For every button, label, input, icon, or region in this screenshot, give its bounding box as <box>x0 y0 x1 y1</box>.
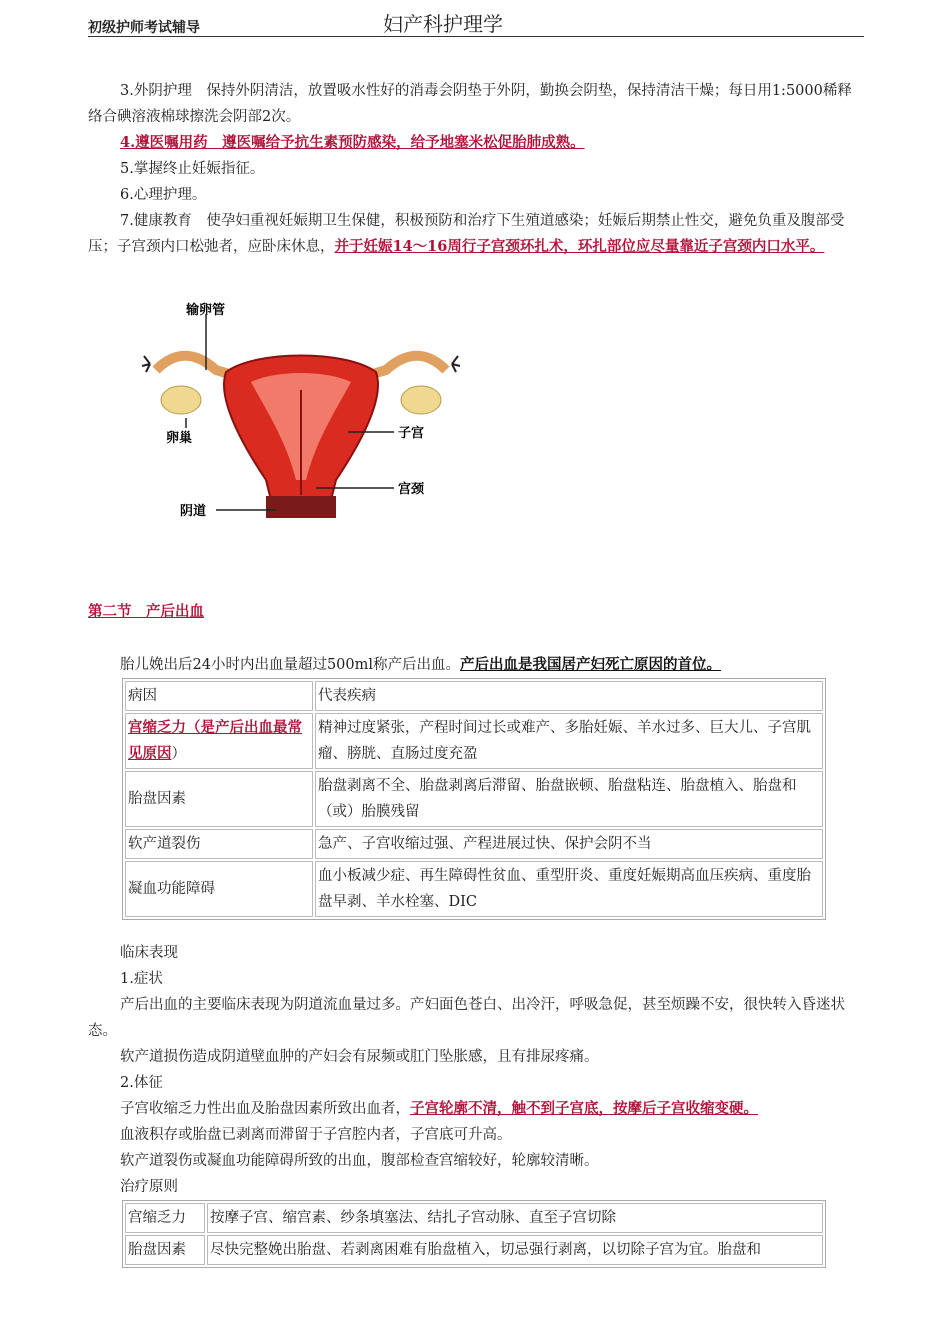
table-cell: 胎盘因素 <box>125 771 313 827</box>
table-cell: 胎盘因素 <box>125 1235 205 1265</box>
label-fallopian-tube: 输卵管 <box>186 303 226 318</box>
table-row <box>125 861 823 917</box>
clinical-section <box>88 940 864 1200</box>
symptom-text: 产后出血的主要临床表现为阴道流血量过多。产妇面色苍白、出冷汗，呼吸急促，甚至烦躁不安，很快转入昏迷状态。 <box>88 997 845 1039</box>
item-psychology: 6.心理护理。 <box>120 187 207 203</box>
symptoms-title: 1.症状 <box>120 971 163 987</box>
item-perineal-care: 3.外阴护理 保持外阴清洁，放置吸水性好的消毒会阴垫于外阴，勤换会阴垫，保持清洁干燥；每日用1:5000稀释络合碘溶液棉球擦洗会阴部2次。 <box>88 83 852 125</box>
treatment-table <box>122 1200 826 1268</box>
label-vagina: 阴道 <box>180 504 207 519</box>
table-row <box>125 1203 823 1233</box>
intro <box>88 652 864 678</box>
page-header <box>88 8 864 37</box>
header-cell: 病因 <box>125 681 313 711</box>
sign-text: 血液积存或胎盘已剥离而滞留于子宫腔内者，子宫底可升高。 <box>120 1127 512 1143</box>
table-row <box>125 771 823 827</box>
table-row <box>125 713 823 769</box>
uterus-diagram <box>136 300 466 522</box>
table-row <box>125 829 823 859</box>
label-cervix: 宫颈 <box>398 482 425 497</box>
label-ovary: 卵巢 <box>166 431 193 446</box>
item-termination: 5.掌握终止妊娠指征。 <box>120 161 265 177</box>
header-left: 初级护师考试辅导 <box>88 20 200 36</box>
cause-table <box>122 678 826 920</box>
label-uterus: 子宫 <box>398 426 425 441</box>
table-cell: 尽快完整娩出胎盘、若剥离困难有胎盘植入，切忌强行剥离，以切除子宫为宜。胎盘和 <box>207 1235 823 1265</box>
definition-text: 胎儿娩出后24小时内出血量超过500ml称产后出血。 <box>120 657 461 673</box>
item-health-education: 7.健康教育 使孕妇重视妊娠期卫生保健，积极预防和治疗下生殖道感染；妊娠后期禁止性交，避免负重及腹部受压；子宫颈内口松弛者，应卧床休息，并于妊娠14～16周行子宫颈环扎术，环扎部位应尽量靠近子宫颈内口水平。 <box>88 213 845 255</box>
treatment-table-wrap <box>122 1200 862 1268</box>
definition-highlight: 产后出血是我国居产妇死亡原因的首位。 <box>460 656 722 673</box>
nursing-items <box>88 78 864 260</box>
table-cell: 急产、子宫收缩过强、产程进展过快、保护会阴不当 <box>315 829 823 859</box>
table-cell: 凝血功能障碍 <box>125 861 313 917</box>
table-cell: 精神过度紧张，产程时间过长或难产、多胎妊娠、羊水过多、巨大儿、子宫肌瘤、膀胱、直肠过度充盈 <box>315 713 823 769</box>
table-header-row <box>125 681 823 711</box>
table-row <box>125 1235 823 1265</box>
table-cell: 胎盘剥离不全、胎盘剥离后滞留、胎盘嵌顿、胎盘粘连、胎盘植入、胎盘和（或）胎膜残留 <box>315 771 823 827</box>
sign-text: 子宫收缩乏力性出血及胎盘因素所致出血者，子宫轮廓不清，触不到子宫底，按摩后子宫收缩变硬。 <box>120 1100 758 1117</box>
header-cell: 代表疾病 <box>315 681 823 711</box>
item-medication: 4.遵医嘱用药 遵医嘱给予抗生素预防感染，给予地塞米松促胎肺成熟。 <box>120 134 585 151</box>
table-cell: 软产道裂伤 <box>125 829 313 859</box>
table-cell: 血小板减少症、再生障碍性贫血、重型肝炎、重度妊娠期高血压疾病、重度胎盘早剥、羊水栓塞、DIC <box>315 861 823 917</box>
symptom-text: 软产道损伤造成阴道壁血肿的产妇会有尿频或肛门坠胀感，且有排尿疼痛。 <box>120 1049 599 1065</box>
section-title: 第二节 产后出血 <box>88 603 204 620</box>
cause-table-wrap <box>122 678 862 920</box>
header-title: 妇产科护理学 <box>383 12 503 36</box>
sign-text: 软产道裂伤或凝血功能障碍所致的出血，腹部检查宫缩较好，轮廓较清晰。 <box>120 1153 599 1169</box>
table-cell: 宫缩乏力（是产后出血最常见原因） <box>125 713 313 769</box>
table-cell: 按摩子宫、缩宫素、纱条填塞法、结扎子宫动脉、直至子宫切除 <box>207 1203 823 1233</box>
clinical-title: 临床表现 <box>120 945 178 961</box>
treatment-title: 治疗原则 <box>120 1179 178 1195</box>
table-cell: 宫缩乏力 <box>125 1203 205 1233</box>
cerclage-note: 并于妊娠14～16周行子宫颈环扎术，环扎部位应尽量靠近子宫颈内口水平。 <box>334 238 825 255</box>
section-header <box>88 600 864 621</box>
signs-title: 2.体征 <box>120 1075 163 1091</box>
